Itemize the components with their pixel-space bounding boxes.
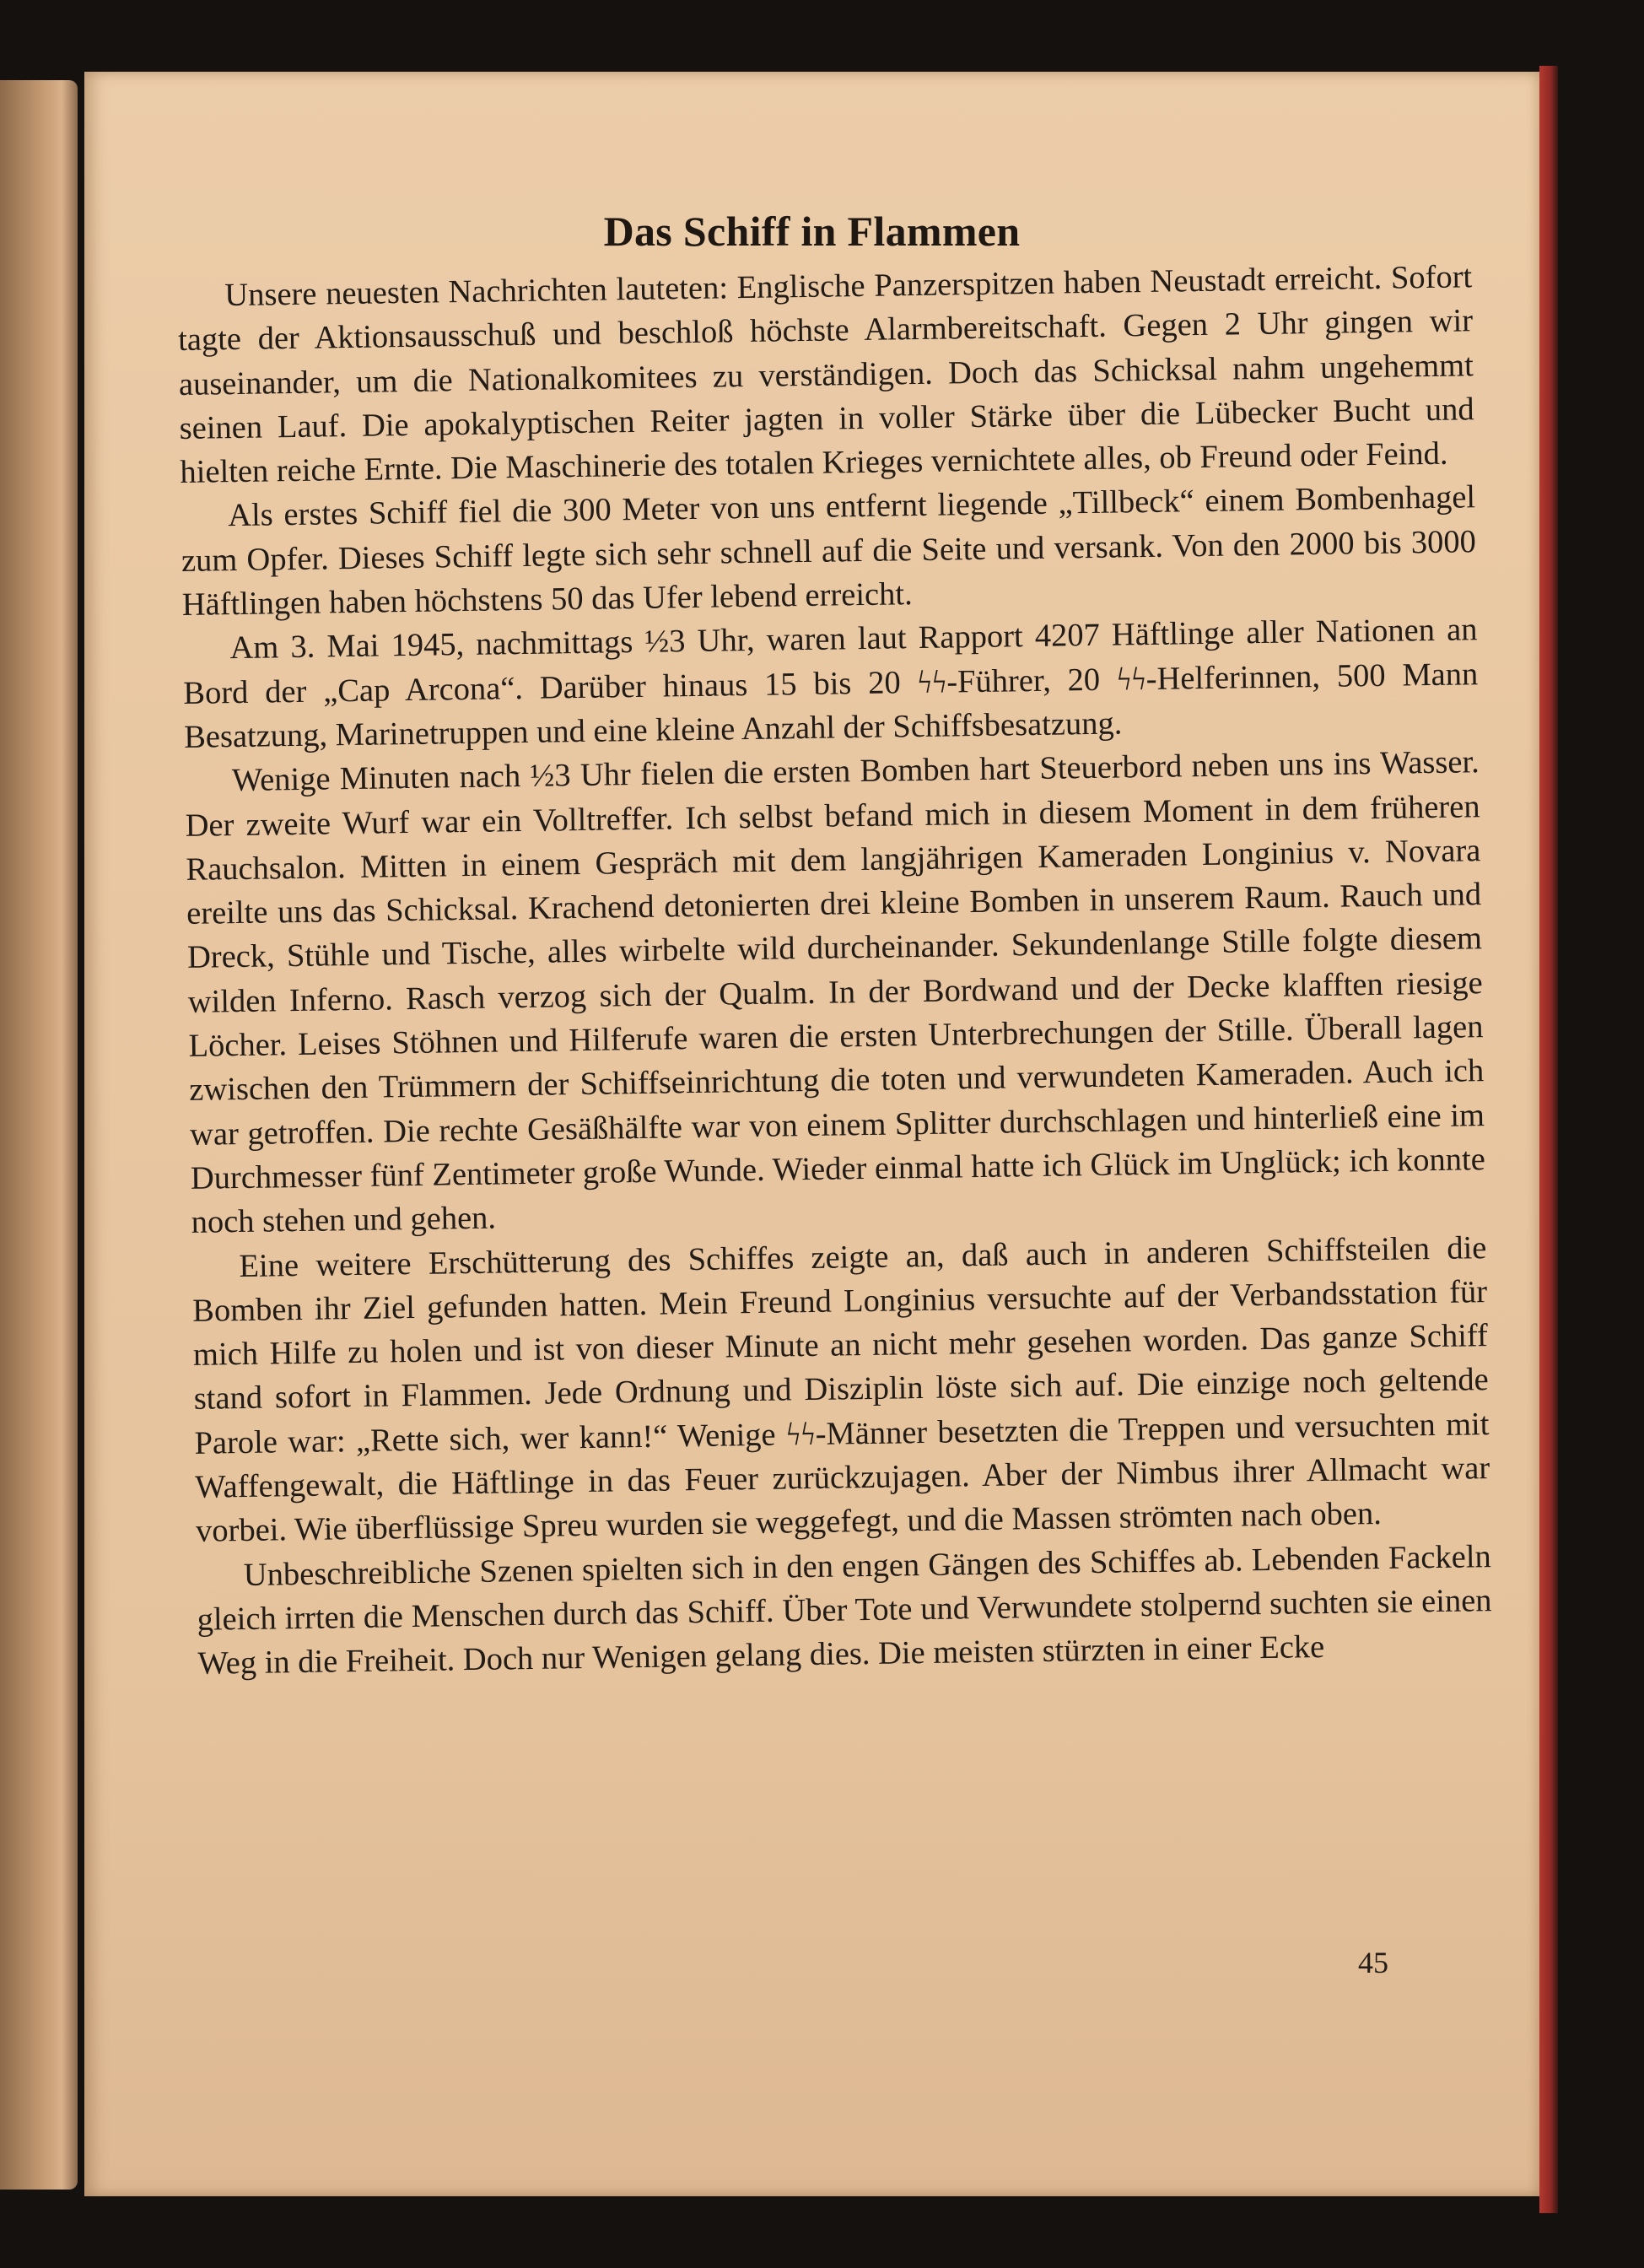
left-page-edge — [0, 80, 78, 2190]
paragraph: Unbeschreibliche Szenen spielten sich in den engen Gängen des Schiffes ab. Lebenden Fackeln gleich irrten die Menschen durch das Schiff. Über Tote und Verwundete stolpernd suchten sie einen Weg in die Freiheit. Doch nur Wenigen gelang dies. Die meisten stürzten in einer Ecke — [197, 1538, 1492, 1682]
chapter-title: Das Schiff in Flammen — [603, 208, 1021, 255]
book-page — [84, 72, 1539, 2196]
paragraph: Am 3. Mai 1945, nachmittags ½3 Uhr, waren laut Rapport 4207 Häftlinge aller Nationen an Bord der „Cap Arcona“. Darüber hinaus 15 bis 20 ϟϟ-Führer, 20 ϟϟ-Helferinnen, 500 Mann Besatzung, Marinetruppen und eine kleine Anzahl der Schiffsbesatzung. — [183, 612, 1479, 755]
body-text — [177, 255, 1493, 1686]
paragraph: Eine weitere Erschütterung des Schiffes zeigte an, daß auch in anderen Schiffsteilen die Bomben ihr Ziel gefunden hatten. Mein Freund Longinius versuchte auf der Verbandsstation für mich Hilfe zu holen und ist von dieser Minute an nicht mehr gesehen worden. Das ganze Schiff stand sofort in Flammen. Jede Ordnung und Disziplin löste sich auf. Die einzige noch geltende Parole war: „Rette sich, wer kann!“ Wenige ϟϟ-Männer besetzten die Treppen und versuchten mit Waffengewalt, die Häftlinge in das Feuer zurückzujagen. Aber der Nimbus ihrer Allmacht war vorbei. Wie überflüssige Spreu wurden sie weggefegt, und die Massen strömten nach oben. — [191, 1229, 1490, 1550]
red-page-edge — [1539, 66, 1558, 2213]
page-number: 45 — [1358, 1946, 1388, 1979]
paragraph: Als erstes Schiff fiel die 300 Meter von uns entfernt liegende „Tillbeck“ einem Bombenhagel zum Opfer. Dieses Schiff legte sich sehr schnell auf die Seite und versank. Von den 2000 bis 3000 Häftlingen haben höchstens 50 das Ufer lebend erreicht. — [181, 479, 1477, 624]
paragraph: Wenige Minuten nach ½3 Uhr fielen die ersten Bomben hart Steuerbord neben uns ins Wasser. Der zweite Wurf war ein Volltreffer. Ich selbst befand mich in diesem Moment in dem früheren Rauchsalon. Mitten in einem Gespräch mit dem langjährigen Kameraden Longinius v. Novara ereilte uns das Schicksal. Krachend detonierten drei kleine Bomben in unserem Raum. Rauch und Dreck, Stühle und Tische, alles wirbelte wild durcheinander. Sekundenlange Stille folgte diesem wilden Inferno. Rasch verzog sich der Qualm. In der Bordwand und der Decke klafften riesige Löcher. Leises Stöhnen und Hilferufe waren die ersten Unterbrechungen der Stille. Überall lagen zwischen den Trümmern der Schiffseinrichtung die toten und verwundeten Kameraden. Auch ich war getroffen. Die rechte Gesäßhälfte war von einem Splitter durchschlagen und hinterließ eine im Durchmesser fünf Zentimeter große Wunde. Wieder einmal hatte ich Glück im Unglück; ich konnte noch stehen und gehen. — [185, 744, 1486, 1241]
paragraph: Unsere neuesten Nachrichten lauteten: Englische Panzerspitzen haben Neustadt erreicht. Sofort tagte der Aktionsausschuß und beschloß höchste Alarmbereitschaft. Gegen 2 Uhr gingen wir auseinander, um die Nationalkomitees zu verständigen. Doch das Schicksal nahm ungehemmt seinen Lauf. Die apokalyptischen Reiter jagten in voller Stärke über die Lübecker Bucht und hielten reiche Ernte. Die Maschinerie des totalen Krieges vernichtete alles, ob Freund oder Feind. — [177, 259, 1474, 491]
